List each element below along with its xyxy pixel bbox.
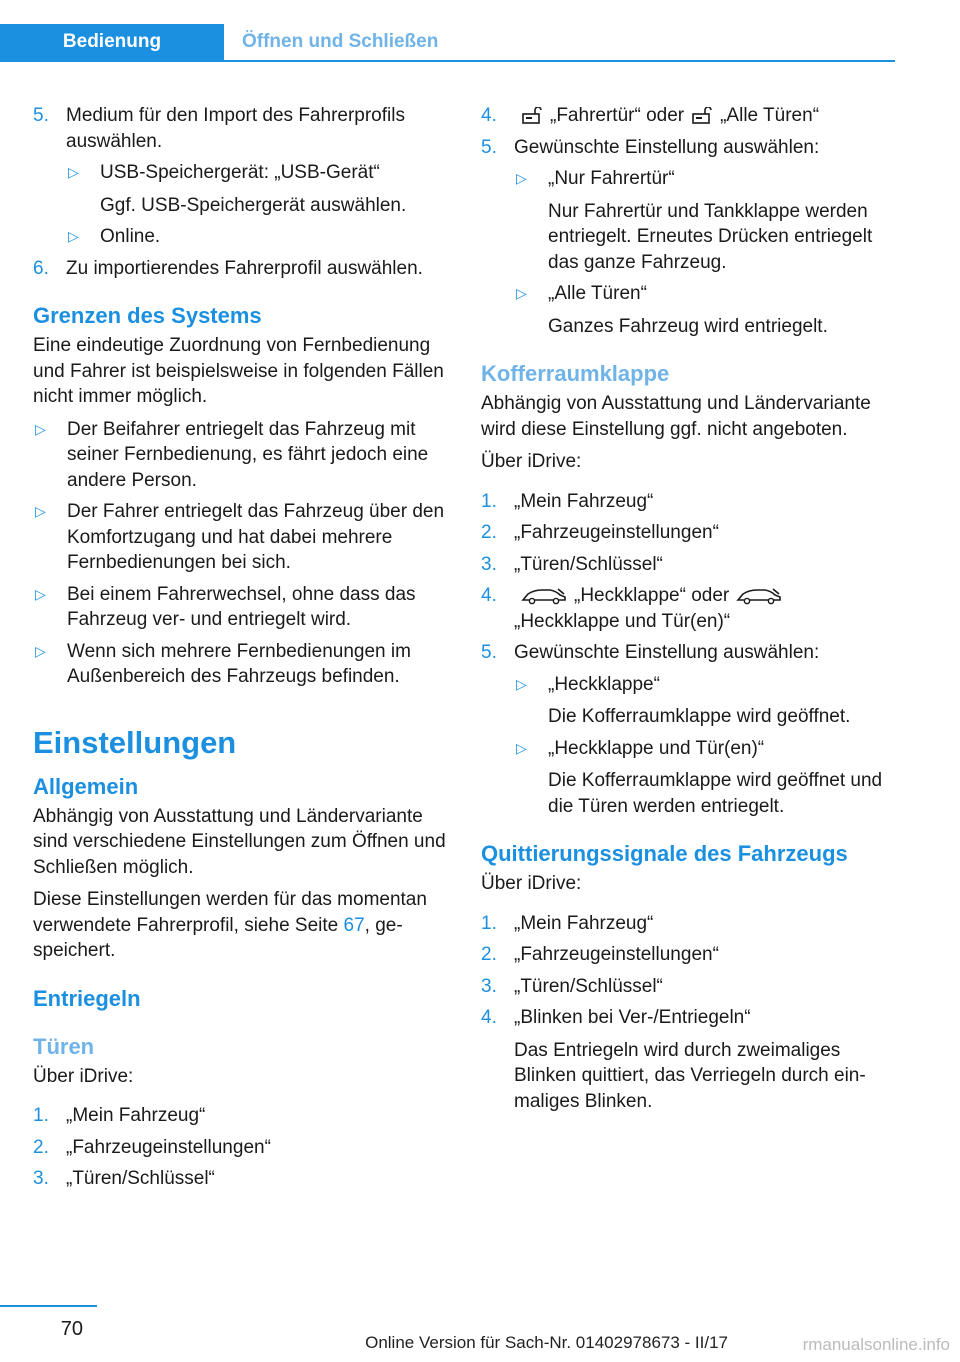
- triangle-right-icon: ▷: [68, 228, 79, 244]
- left-column: [33, 103, 451, 1198]
- paragraph: Abhängig von Ausstattung und Ländervariante wird diese Einstellung ggf. nicht angeboten.: [481, 393, 871, 440]
- list-item: ▷ Wenn sich mehrere Fernbedienungen im Außenbereich des Fahrzeugs befinden.: [35, 640, 411, 687]
- list-item: 1. „Mein Fahrzeug“: [481, 490, 654, 512]
- car-trunk-icon: [735, 586, 783, 606]
- triangle-right-icon: ▷: [516, 170, 527, 186]
- triangle-right-icon: ▷: [516, 739, 527, 756]
- list-item: ▷ Der Beifahrer entriegelt das Fahrzeug mit seiner Fernbedienung, es fährt jedoch eine andere Person.: [35, 418, 429, 491]
- section-title: Entriegeln: [33, 985, 141, 1011]
- paragraph: Über iDrive:: [481, 873, 582, 894]
- car-trunk-icon: [520, 586, 568, 606]
- header-bar: [0, 24, 895, 62]
- list-item: 4. „Blinken bei Ver-/Entriegeln“ Das Entriegeln wird durch zweimaliges Blinken quittiert, das Verriegeln durch einmaliges Blinken.: [481, 1007, 866, 1112]
- page-number: 70: [60, 1318, 83, 1340]
- triangle-right-icon: ▷: [68, 164, 79, 180]
- triangle-right-icon: ▷: [516, 285, 527, 301]
- sub-list: [514, 166, 899, 339]
- section-title: Grenzen des Systems: [33, 303, 262, 328]
- paragraph: Abhängig von Ausstattung und Ländervariante sind verschiedene Einstellungen zum Öffnen und Schließen möglich.: [33, 805, 446, 878]
- list-item: 3. „Türen/Schlüssel“: [33, 1168, 215, 1189]
- right-column: [481, 103, 899, 1120]
- triangle-right-icon: ▷: [35, 585, 46, 602]
- list-item: 6. Zu importierendes Fahrerprofil auswählen.: [33, 257, 423, 279]
- list-item: 4. „Fahrertür“ oder „Alle Türen“: [481, 105, 820, 126]
- chapter-title: Einstellungen: [33, 724, 237, 760]
- list-item: ▷ Online.: [66, 224, 451, 250]
- list-item: 5. Gewünschte Einstellung auswählen:: [481, 136, 820, 158]
- footer-text: Online Version für Sach-Nr. 01402978673 - II/17: [365, 1333, 728, 1352]
- paragraph: Über iDrive:: [33, 1065, 134, 1087]
- list-item: 1. „Mein Fahrzeug“: [481, 912, 654, 934]
- paragraph: Über iDrive:: [481, 451, 582, 472]
- door-unlock-icon: [690, 107, 714, 125]
- list-item: 3. „Türen/Schlüssel“: [481, 553, 663, 575]
- header-divider: [0, 60, 895, 62]
- triangle-right-icon: ▷: [35, 420, 46, 437]
- triangle-right-icon: ▷: [35, 503, 46, 519]
- paragraph: Diese Einstellungen werden für das momentan verwendete Fahrerprofil, siehe Seite 67, gespeichert.: [33, 889, 427, 961]
- list-item: 2. „Fahrzeugeinstellungen“: [33, 1136, 271, 1158]
- limits-list: [33, 417, 451, 690]
- list-item: ▷ „Heckklappe und Tür(en)“ Die Kofferraumklappe wird geöffnet und die Türen werden entriegelt.: [516, 737, 883, 817]
- sub-list: [66, 160, 451, 250]
- list-item: ▷ Der Fahrer entriegelt das Fahrzeug über den Komfortzugang und hat dabei mehrere Fernbedienungen bei sich.: [35, 501, 445, 573]
- page-link[interactable]: 67: [343, 914, 365, 936]
- subsection-title: Kofferraumklappe: [481, 361, 670, 386]
- list-item: 3. „Türen/Schlüssel“: [481, 975, 663, 997]
- list-item: 2. „Fahrzeugeinstellungen“: [481, 522, 719, 543]
- list-item: 4. „Heckklappe“ oder „Heckklappe und Tür(en)“: [481, 583, 899, 634]
- list-item: 5. Medium für den Import des Fahrerprofils auswählen.: [33, 105, 405, 152]
- page-number-bar: [0, 1305, 97, 1307]
- section-title: Allgemein: [33, 773, 139, 799]
- list-item: ▷ „Heckklappe“ Die Kofferraumklappe wird geöffnet.: [516, 673, 851, 727]
- subsection-title: Türen: [33, 1033, 95, 1059]
- triangle-right-icon: ▷: [516, 675, 527, 692]
- list-item: 2. „Fahrzeugeinstellungen“: [481, 944, 719, 965]
- list-item: ▷ „Nur Fahrertür“ Nur Fahrertür und Tankklappe werden entriegelt. Erneutes Drücken entriegelt das ganze Fahrzeug.: [516, 168, 873, 273]
- sub-list: [514, 672, 899, 820]
- paragraph: Eine eindeutige Zuordnung von Fernbedienung und Fahrer ist beispielsweise in folgenden Fällen nicht immer möglich.: [33, 335, 444, 407]
- ack-steps: [481, 911, 899, 1115]
- tab-oeffnen-schliessen[interactable]: Öffnen und Schließen: [242, 31, 439, 52]
- trunk-steps: [481, 489, 899, 820]
- triangle-right-icon: ▷: [35, 642, 46, 659]
- list-item: ▷ Bei einem Fahrerwechsel, ohne dass das Fahrzeug ver- und entriegelt wird.: [35, 583, 416, 630]
- list-item: 1. „Mein Fahrzeug“: [33, 1105, 206, 1126]
- doors-steps: [33, 1103, 451, 1192]
- section-title: Quittierungssignale des Fahrzeugs: [481, 841, 848, 866]
- list-item: ▷ „Alle Türen“ Ganzes Fahrzeug wird entriegelt.: [516, 283, 828, 337]
- tab-bedienung[interactable]: Bedienung: [0, 24, 224, 60]
- list-item: ▷ USB-Speichergerät: „USB-Gerät“ Ggf. USB-Speichergerät auswählen.: [68, 162, 407, 216]
- watermark: rmanualsonline.info: [802, 1335, 950, 1354]
- list-item: 5. Gewünschte Einstellung auswählen:: [481, 642, 820, 663]
- door-unlock-icon: [520, 107, 544, 125]
